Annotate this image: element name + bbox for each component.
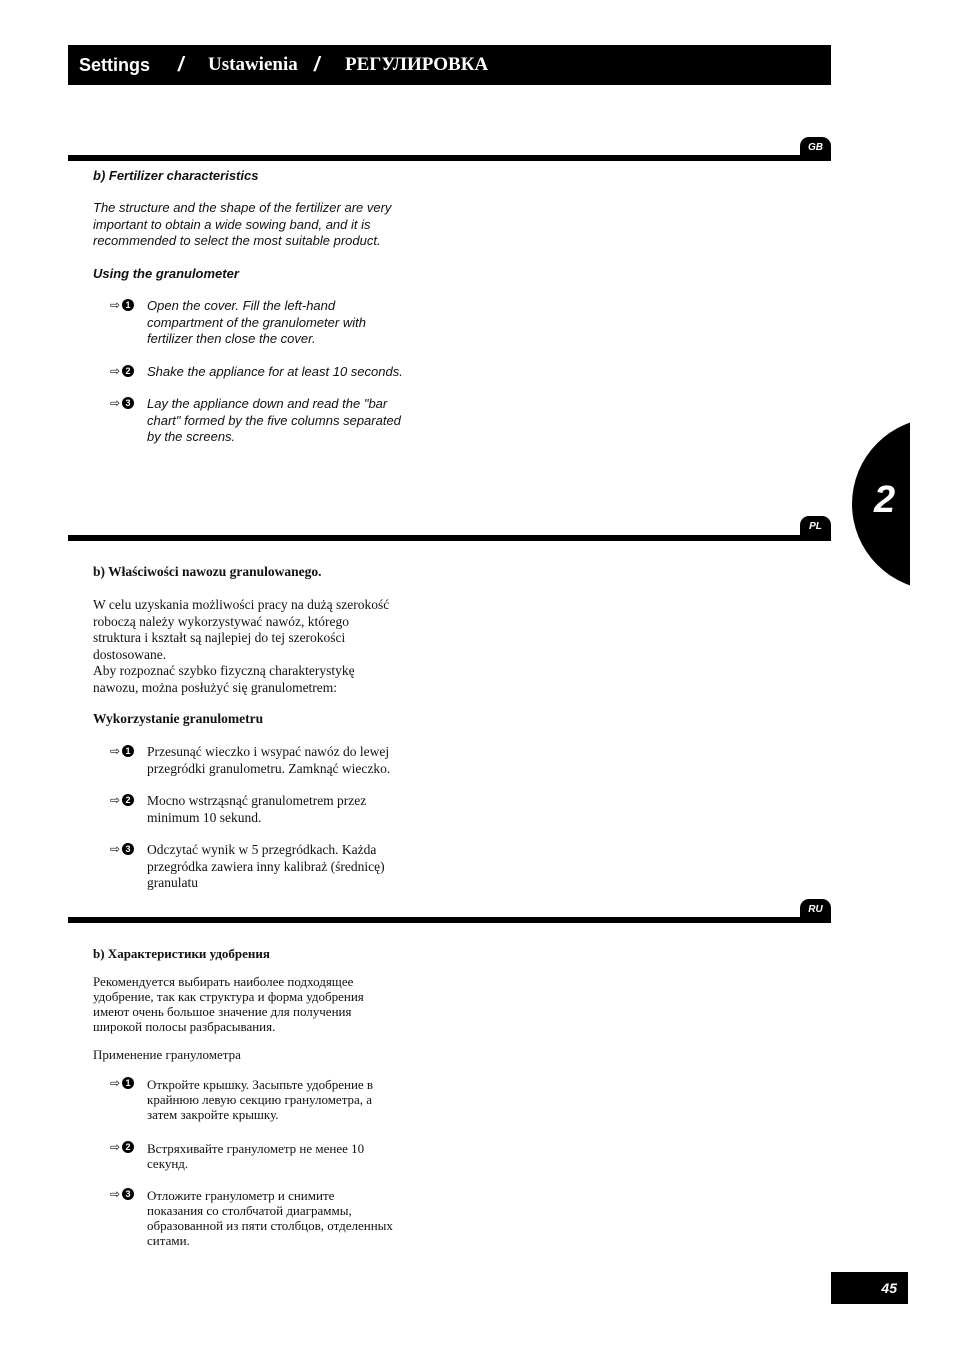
header-title-en: Settings [79,55,151,75]
ru-step-3-text [147,1188,437,1248]
text-line: przegródka zawiera inny kalibraż (średnicę) [147,858,385,874]
arrow-right-icon: ⇨ [110,396,121,410]
arrow-right-icon: ⇨ [110,364,121,378]
ru-subheading: Применение гранулометра [93,1047,241,1062]
lang-tab-pl: PL [800,516,831,538]
text-line: nawozu, można posłużyć się granulometrem: [93,679,338,695]
text-line: W celu uzyskania możliwości pracy na dużą szerokość [93,597,390,612]
section-rule-gb [68,155,831,161]
text-line: chart" formed by the five columns separated [147,412,401,428]
step-number-badge: 1 [122,745,134,757]
text-line: minimum 10 sekund. [147,809,262,825]
gb-step-1-text [147,298,437,348]
text-line: Odczytać wynik w 5 przegródkach. Każda [147,842,377,857]
step-number-badge: 2 [122,365,134,377]
step-number-badge: 3 [122,843,134,855]
arrow-right-icon: ⇨ [110,842,121,856]
text-line: Lay the appliance down and read the "bar [147,396,388,411]
text-line: секунд. [147,1156,189,1171]
header-bar [68,45,831,85]
pl-step-1-marker [110,744,134,758]
step-number-badge: 3 [122,1188,134,1200]
text-line: крайнюю левую секцию гранулометра, а [147,1092,373,1107]
text-line: fertilizer then close the cover. [147,331,316,346]
lang-tab-ru: RU [800,899,831,921]
ru-intro [93,974,433,1034]
text-line: образованной из пяти столбцов, отделенных [147,1218,393,1233]
header-separator: / [314,54,320,76]
text-line: granulatu [147,875,198,890]
text-line: przegródki granulometru. Zamknąć wieczko. [147,760,391,776]
step-number-badge: 2 [122,794,134,806]
header-title-ru: РЕГУЛИРОВКА [345,54,489,75]
step-number-badge: 1 [122,299,134,311]
gb-step-3-marker [110,396,134,410]
text-line: recommended to select the most suitable product. [93,233,381,248]
text-line: имеют очень большое значение для получения [93,1004,352,1019]
text-line: ситами. [147,1233,190,1248]
gb-intro [93,200,433,250]
ru-step-1-text [147,1077,437,1122]
pl-step-3-text [147,842,437,892]
step-number-badge: 2 [122,1141,134,1153]
ru-step-2-marker [110,1140,134,1154]
ru-heading: b) Характеристики удобрения [93,946,270,961]
arrow-right-icon: ⇨ [110,1140,121,1154]
gb-step-1-marker [110,298,134,312]
pl-subheading: Wykorzystanie granulometru [93,711,264,726]
ru-step-1-marker [110,1076,134,1090]
pl-step-1-text [147,744,437,777]
chapter-number: 2 [874,479,896,521]
text-line: показания со столбчатой диаграммы, [147,1203,352,1218]
text-line: удобрение, так как структура и форма удобрения [93,989,364,1004]
text-line: Рекомендуется выбирать наиболее подходящее [93,974,354,989]
header-separator: / [178,54,184,76]
ru-step-2-text [147,1141,437,1171]
text-line: struktura i kształt są najlepiej do tej szerokości [93,630,346,645]
text-line: Откройте крышку. Засыпьте удобрение в [147,1077,374,1092]
pl-heading: b) Właściwości nawozu granulowanego. [93,564,322,579]
pl-intro [93,597,453,696]
ru-step-3-marker [110,1187,134,1201]
arrow-right-icon: ⇨ [110,793,121,807]
pl-step-2-text [147,793,437,826]
header-title-pl: Ustawienia [208,54,298,75]
text-line: by the screens. [147,429,236,444]
text-line: затем закройте крышку. [147,1107,279,1122]
text-line: Shake the appliance for at least 10 seconds. [147,364,403,379]
text-line: Przesunąć wieczko i wsypać nawóz do lewej [147,744,390,759]
arrow-right-icon: ⇨ [110,298,121,312]
text-line: roboczą należy wykorzystywać nawóz, którego [93,613,350,629]
text-line: широкой полосы разбрасывания. [93,1019,276,1034]
gb-step-2-text [147,364,437,381]
text-line: The structure and the shape of the fertilizer are very [93,200,392,215]
lang-tab-gb: GB [800,137,831,159]
pl-step-3-marker [110,842,134,856]
text-line: Open the cover. Fill the left-hand [147,298,336,313]
text-line: Встряхивайте гранулометр не менее 10 [147,1141,365,1156]
section-rule-ru [68,917,831,923]
text-line: important to obtain a wide sowing band, and it is [93,216,371,232]
step-number-badge: 3 [122,397,134,409]
text-line: dostosowane. [93,646,167,662]
gb-subheading: Using the granulometer [93,266,239,281]
arrow-right-icon: ⇨ [110,1076,121,1090]
gb-step-3-text [147,396,437,446]
text-line: Mocno wstrząsnąć granulometrem przez [147,793,367,808]
arrow-right-icon: ⇨ [110,744,121,758]
section-rule-pl [68,535,831,541]
text-line: Отложите гранулометр и снимите [147,1188,335,1203]
arrow-right-icon: ⇨ [110,1187,121,1201]
page-number: 45 [831,1272,908,1304]
text-line: Aby rozpoznać szybko fizyczną charakterystykę [93,663,355,678]
gb-step-2-marker [110,364,134,378]
step-number-badge: 1 [122,1077,134,1089]
pl-step-2-marker [110,793,134,807]
gb-heading: b) Fertilizer characteristics [93,168,259,183]
text-line: compartment of the granulometer with [147,314,366,330]
